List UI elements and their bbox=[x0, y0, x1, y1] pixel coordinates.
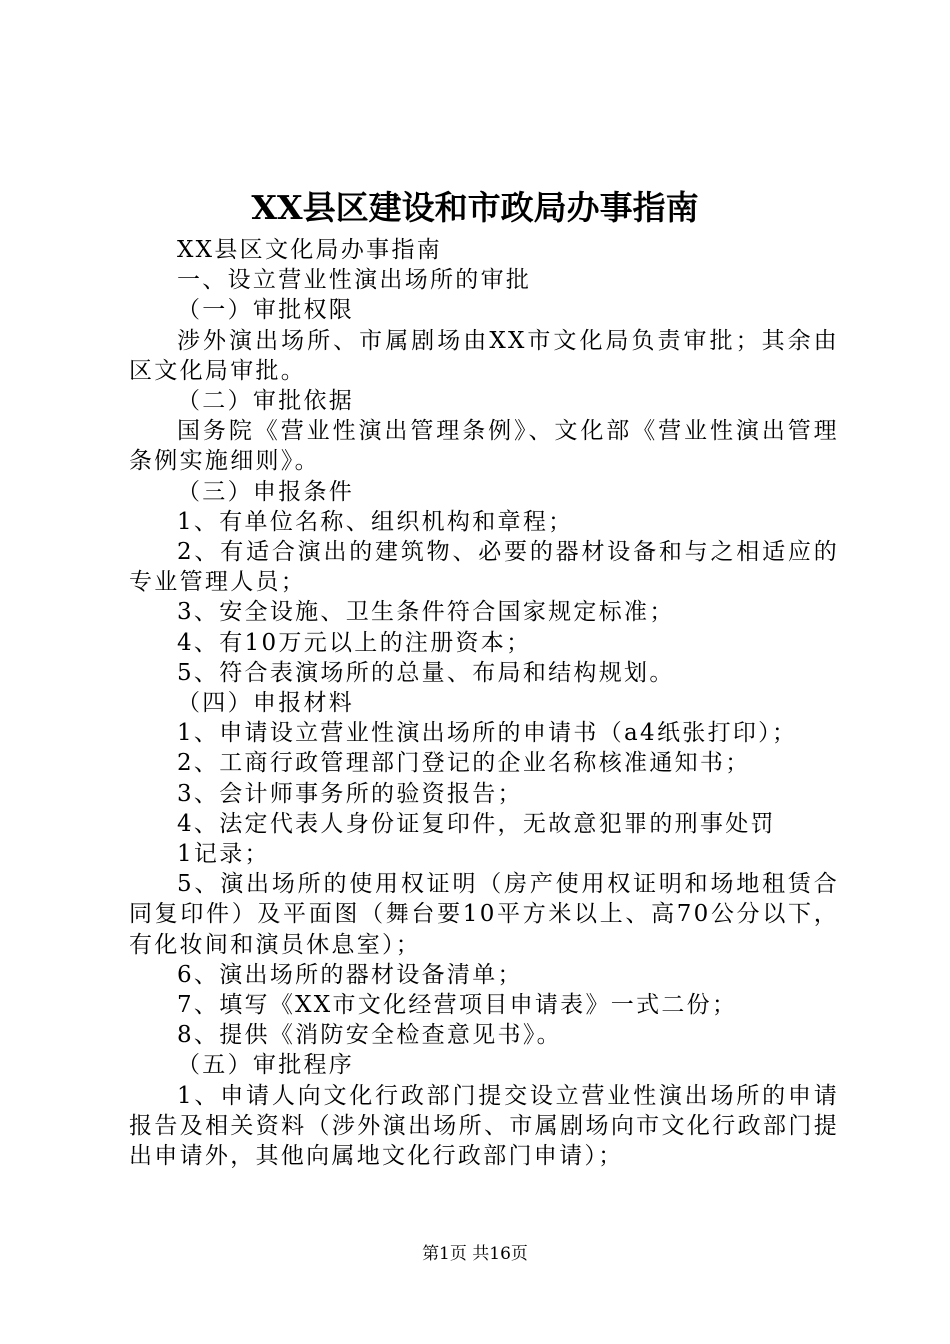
paragraph: 2、有适合演出的建筑物、必要的器材设备和与之相适应的专业管理人员； bbox=[129, 539, 839, 596]
paragraph: 4、有10万元以上的注册资本； bbox=[177, 629, 532, 656]
document-title: XX县区建设和市政局办事指南 bbox=[251, 188, 699, 227]
paragraph: （四）申报材料 bbox=[177, 690, 355, 717]
paragraph: 一、设立营业性演出场所的审批 bbox=[177, 267, 532, 294]
paragraph: 4、法定代表人身份证复印件，无故意犯罪的刑事处罚 bbox=[177, 810, 776, 837]
paragraph: 7、填写《XX市文化经营项目申请表》一式二份； bbox=[177, 992, 738, 1019]
paragraph: 8、提供《消防安全检查意见书》。 bbox=[177, 1022, 562, 1049]
paragraph: 1记录； bbox=[177, 841, 270, 868]
paragraph: （三）申报条件 bbox=[177, 478, 355, 505]
paragraph: （五）审批程序 bbox=[177, 1052, 355, 1079]
paragraph: 3、会计师事务所的验资报告； bbox=[177, 780, 523, 807]
paragraph: 1、有单位名称、组织机构和章程； bbox=[177, 508, 574, 535]
page-number-footer: 第1页 共16页 bbox=[422, 1244, 528, 1264]
paragraph: 涉外演出场所、市属剧场由XX市文化局负责审批；其余由区文化局审批。 bbox=[129, 327, 839, 384]
paragraph: 3、安全设施、卫生条件符合国家规定标准； bbox=[177, 599, 675, 626]
paragraph: 2、工商行政管理部门登记的企业名称核准通知书； bbox=[177, 750, 751, 777]
paragraph: 1、申请人向文化行政部门提交设立营业性演出场所的申请报告及相关资料（涉外演出场所、市属剧场向市文化行政部门提出申请外，其他向属地文化行政部门申请）； bbox=[129, 1082, 839, 1170]
paragraph: （一）审批权限 bbox=[177, 297, 355, 324]
paragraph: 5、符合表演场所的总量、布局和结构规划。 bbox=[177, 659, 675, 686]
paragraph: 国务院《营业性演出管理条例》、文化部《营业性演出管理条例实施细则》。 bbox=[129, 418, 839, 475]
paragraph: 1、申请设立营业性演出场所的申请书（a4纸张打印）； bbox=[177, 720, 798, 747]
paragraph: （二）审批依据 bbox=[177, 388, 355, 415]
paragraph: 5、演出场所的使用权证明（房产使用权证明和场地租赁合同复印件）及平面图（舞台要10平方米以上、高70公分以下，有化妆间和演员休息室）； bbox=[129, 871, 839, 958]
paragraph: XX县区文化局办事指南 bbox=[177, 237, 443, 263]
document-body bbox=[129, 235, 839, 1171]
paragraph: 6、演出场所的器材设备清单； bbox=[177, 961, 523, 988]
